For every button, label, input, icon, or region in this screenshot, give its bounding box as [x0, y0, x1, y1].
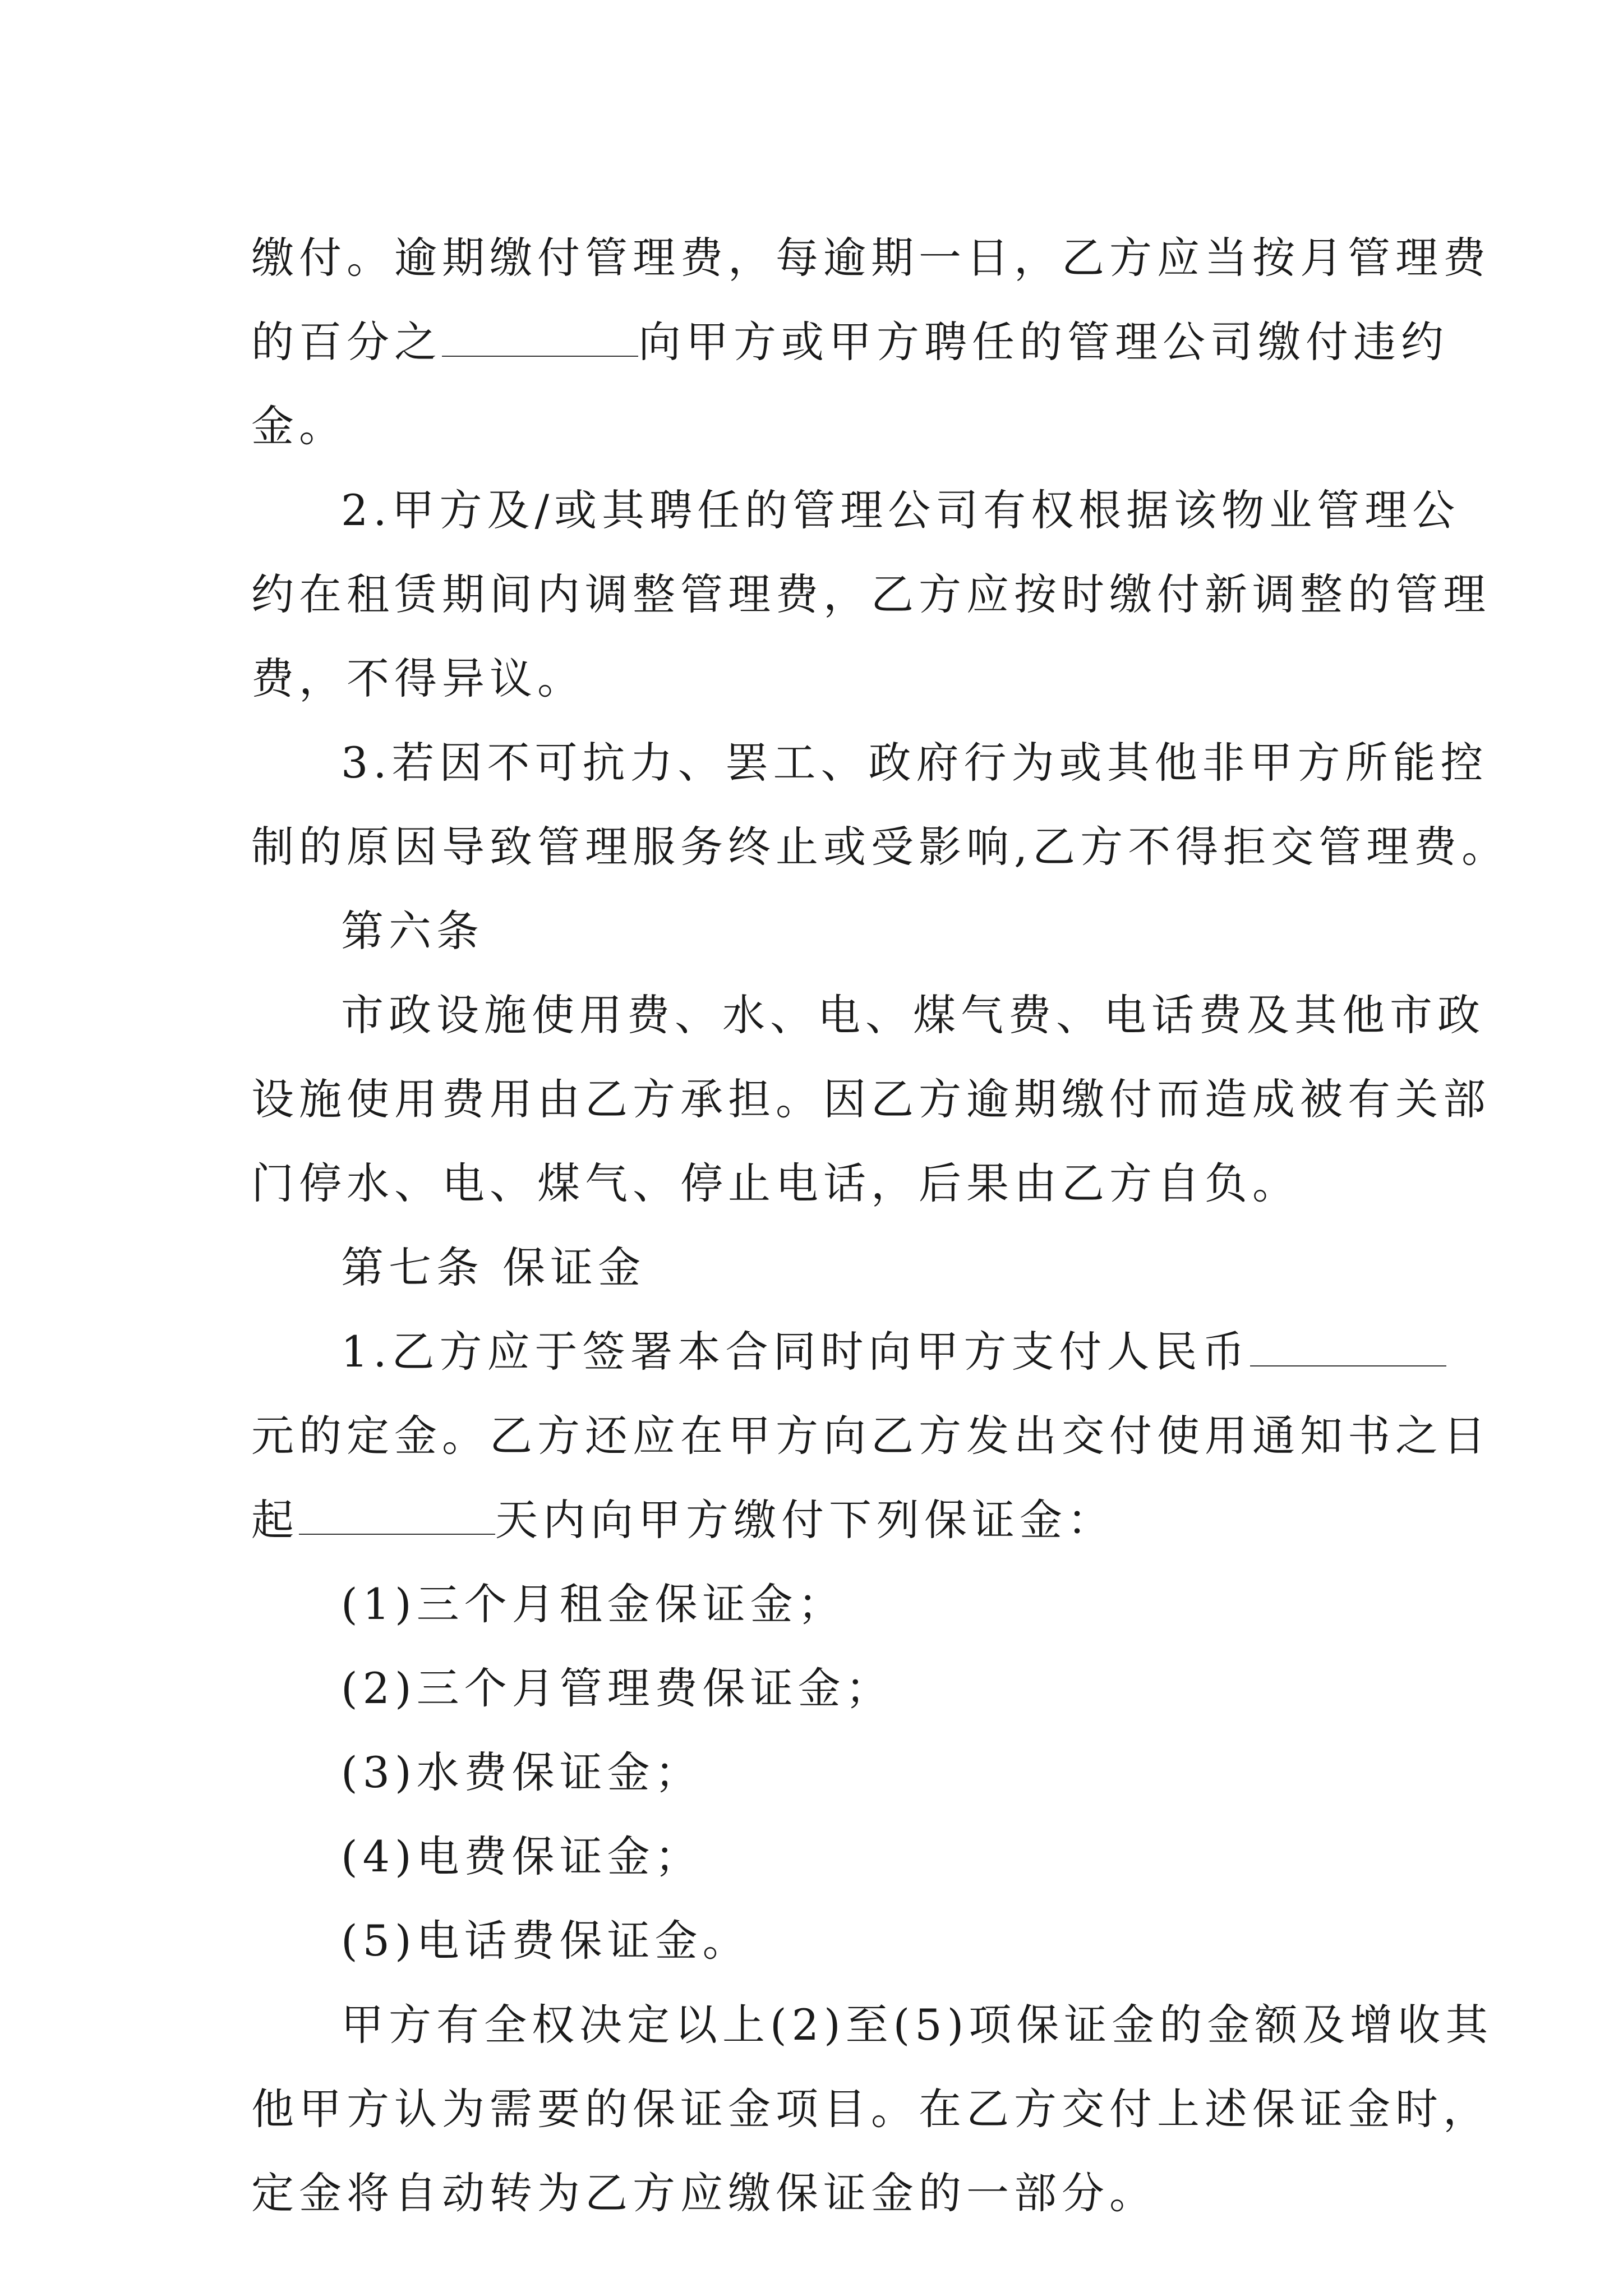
text-line: 缴付。逾期缴付管理费，每逾期一日，乙方应当按月管理费: [251, 233, 1491, 283]
list-item: (5)电话费保证金。: [341, 1916, 750, 1966]
text-line: 金。: [251, 401, 347, 451]
text-line: 门停水、电、煤气、停止电话，后果由乙方自负。: [251, 1158, 1300, 1208]
text-line: 他甲方认为需要的保证金项目。在乙方交付上述保证金时，: [251, 2084, 1491, 2134]
text-segment: 起: [251, 1495, 299, 1545]
list-item: (2)三个月管理费保证金；: [341, 1663, 893, 1713]
text-line: 制的原因导致管理服务终止或受影响,乙方不得拒交管理费。: [251, 822, 1510, 872]
fill-in-blank: [1250, 1332, 1446, 1366]
text-segment: 1.乙方应于签署本合同时向甲方支付人民币: [341, 1327, 1250, 1377]
text-line: [251, 1478, 1384, 1562]
list-item: (1)三个月租金保证金；: [341, 1579, 846, 1629]
text-line: 甲方有全权决定以上(2)至(5)项保证金的金额及增收其: [341, 2000, 1493, 2050]
list-item: (4)电费保证金；: [341, 1832, 703, 1881]
text-line: 约在租赁期间内调整管理费，乙方应按时缴付新调整的管理: [251, 569, 1491, 619]
text-line: 2.甲方及/或其聘任的管理公司有权根据该物业管理公: [341, 485, 1460, 535]
text-segment: 向甲方或甲方聘任的管理公司缴付违约: [638, 317, 1449, 367]
text-line: 市政设施使用费、水、电、煤气费、电话费及其他市政: [341, 990, 1485, 1040]
text-line: [251, 300, 1449, 384]
text-line: 定金将自动转为乙方应缴保证金的一部分。: [251, 2168, 1157, 2218]
text-segment: 天内向甲方缴付下列保证金：: [495, 1495, 1115, 1545]
fill-in-blank: [442, 322, 638, 357]
text-line: 费，不得异议。: [251, 654, 585, 703]
list-item: (3)水费保证金；: [341, 1747, 703, 1797]
text-line: 3.若因不可抗力、罢工、政府行为或其他非甲方所能控: [341, 738, 1488, 788]
text-line: 元的定金。乙方还应在甲方向乙方发出交付使用通知书之日: [251, 1411, 1491, 1461]
text-line: 设施使用费用由乙方承担。因乙方逾期缴付而造成被有关部: [251, 1074, 1491, 1124]
section-heading: 第六条: [341, 906, 484, 956]
text-line: [251, 1310, 1384, 1394]
document-page: [251, 216, 1510, 2235]
text-segment: 的百分之: [251, 317, 442, 367]
section-heading: 第七条 保证金: [341, 1243, 646, 1292]
fill-in-blank: [299, 1500, 495, 1535]
